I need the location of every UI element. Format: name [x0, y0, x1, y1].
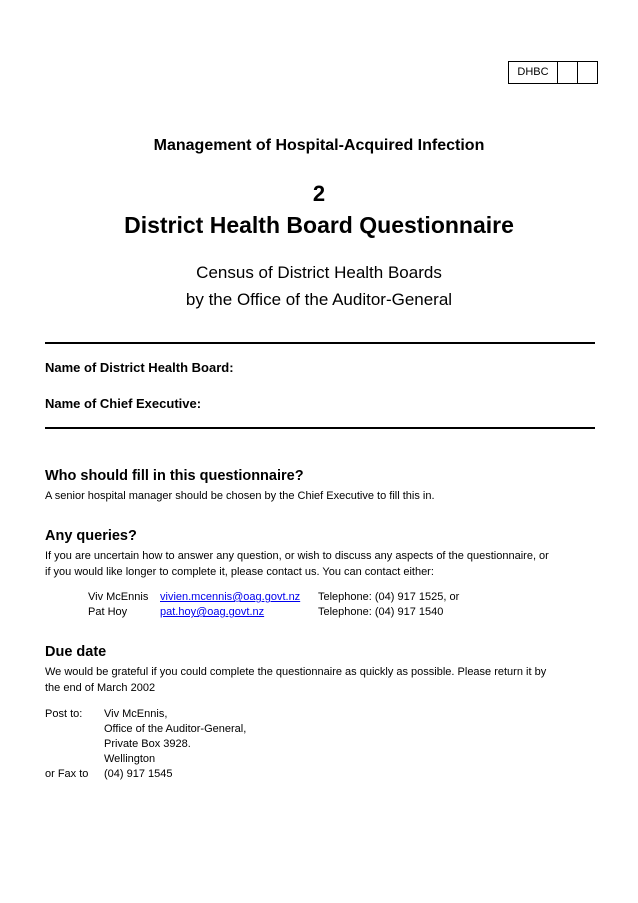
post-to-label: Post to: [45, 708, 83, 720]
questionnaire-title: District Health Board Questionnaire [124, 212, 514, 238]
fax-number: (04) 917 1545 [104, 768, 173, 780]
top-divider [45, 342, 595, 344]
questionnaire-number: 2 [312, 181, 326, 206]
code-box-label: DHBC [509, 62, 558, 83]
contact-phone: Telephone: (04) 917 1525, or [318, 591, 460, 603]
address-line: Office of the Auditor-General, [104, 723, 247, 735]
who-heading: Who should fill in this questionnaire? [45, 468, 304, 484]
subtitle-line-1: Census of District Health Boards [196, 263, 442, 282]
address-line: Wellington [104, 753, 156, 765]
contact-email-link[interactable]: vivien.mcennis@oag.govt.nz [160, 591, 301, 603]
contact-name: Pat Hoy [88, 606, 128, 618]
subtitle-line-2: by the Office of the Auditor-General [185, 290, 453, 309]
dhbc-code-box [508, 61, 598, 84]
queries-heading: Any queries? [45, 528, 137, 544]
contact-phone: Telephone: (04) 917 1540 [318, 606, 444, 618]
queries-text-line-1: If you are uncertain how to answer any question, or wish to discuss any aspects of the questionnaire, or [45, 550, 549, 562]
address-line: Private Box 3928. [104, 738, 191, 750]
due-date-heading: Due date [45, 644, 107, 660]
due-text-line-2: the end of March 2002 [45, 682, 156, 694]
code-box-cell[interactable] [578, 62, 597, 83]
due-text-line-1: We would be grateful if you could complete the questionnaire as quickly as possible. Please return it by [45, 666, 547, 678]
fax-label: or Fax to [45, 768, 89, 780]
contact-email-link[interactable]: pat.hoy@oag.govt.nz [160, 606, 265, 618]
report-title: Management of Hospital-Acquired Infection [153, 137, 485, 154]
queries-text-line-2: if you would like longer to complete it, please contact us. You can contact either: [45, 566, 434, 578]
address-line: Viv McEnnis, [104, 708, 168, 720]
dhb-name-label: Name of District Health Board: [45, 360, 234, 375]
who-text: A senior hospital manager should be chosen by the Chief Executive to fill this in. [45, 490, 435, 502]
contact-name: Viv McEnnis [88, 591, 149, 603]
code-box-cell[interactable] [558, 62, 578, 83]
bottom-divider [45, 427, 595, 429]
ce-name-label: Name of Chief Executive: [45, 396, 202, 411]
